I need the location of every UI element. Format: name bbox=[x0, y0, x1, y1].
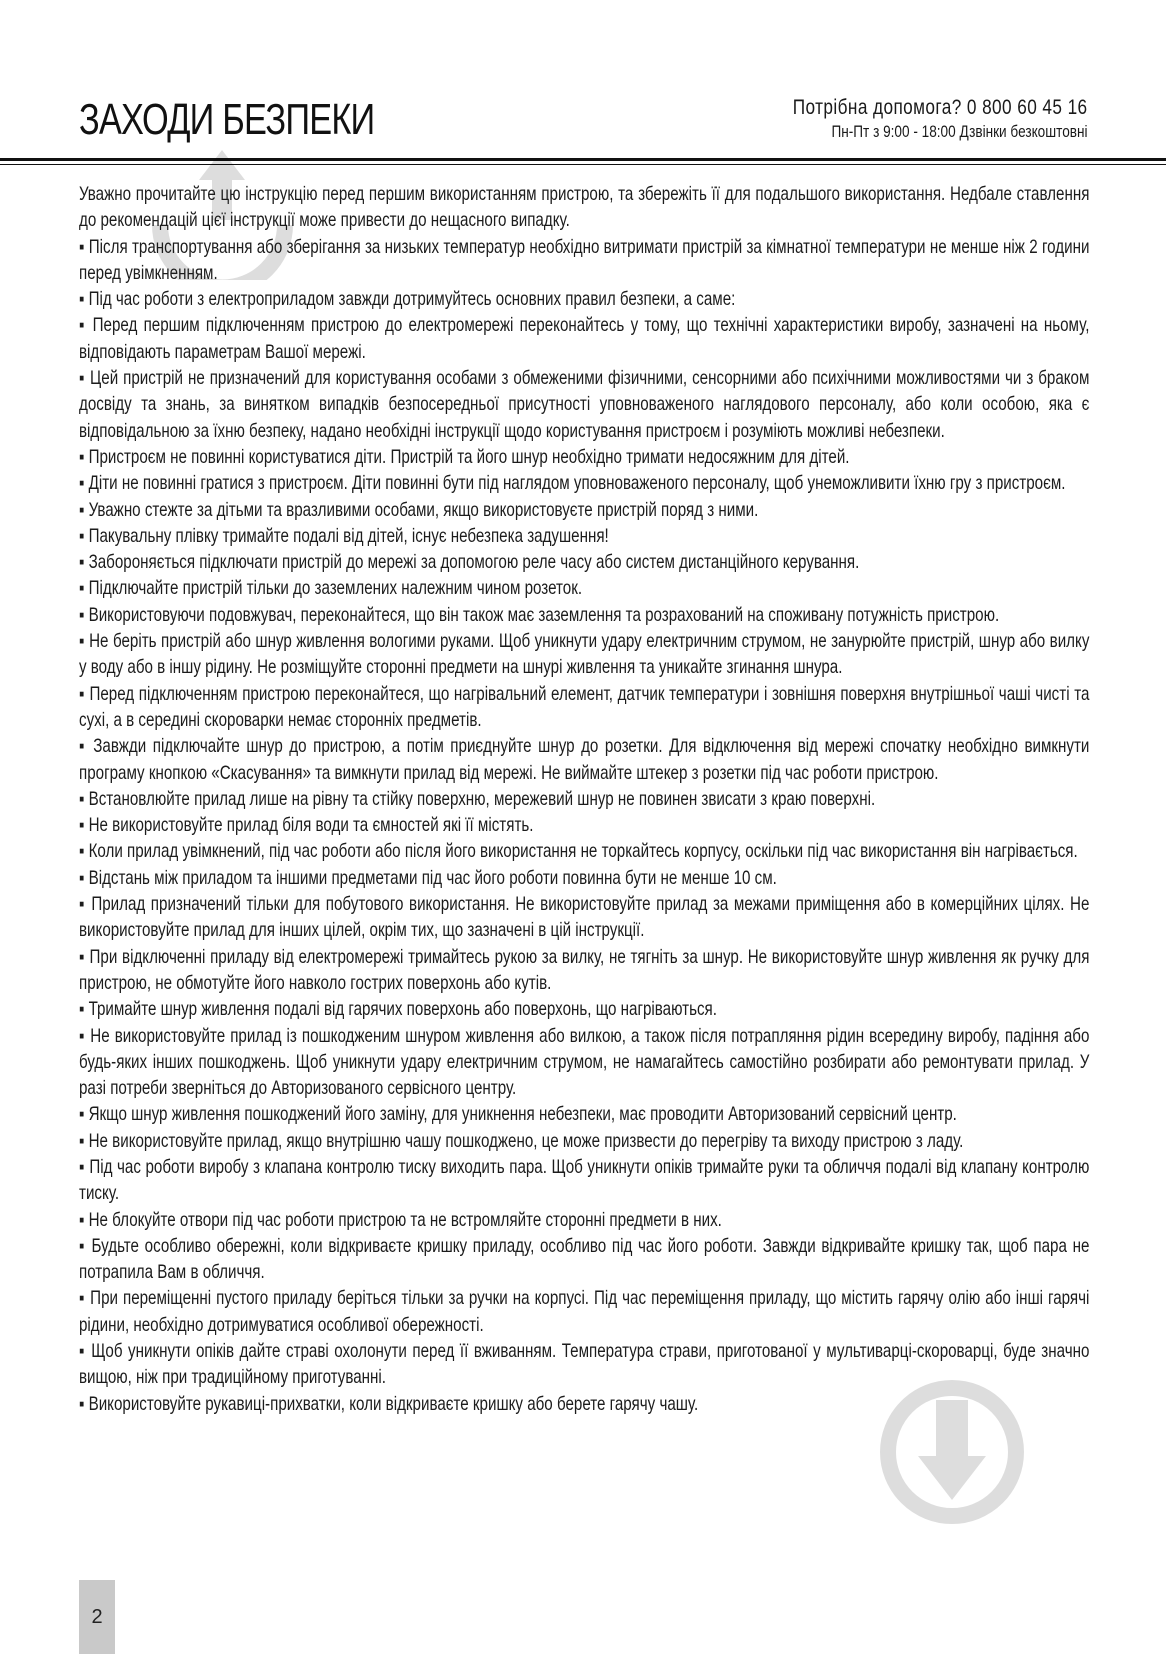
paragraph: ▪ Тримайте шнур живлення подалі від гарячих поверхонь або поверхонь, що нагріваються. bbox=[79, 999, 717, 1021]
page-number: 2 bbox=[79, 1580, 115, 1654]
paragraph: ▪ Встановлюйте прилад лише на рівну та стійку поверхню, мережевий шнур не повинен звисати з краю поверхні. bbox=[79, 788, 876, 810]
paragraph: ▪ Відстань між приладом та іншими предметами під час його роботи повинна бути не менше 10 см. bbox=[79, 867, 777, 889]
paragraph: ▪ Перед підключенням пристрою переконайтеся, що нагрівальний елемент, датчик температури і зовнішня поверхня внутрішньої чаші чисті та сухі, а в середині скороварки немає сторонніх предметів. bbox=[79, 683, 1090, 731]
paragraph: Уважно прочитайте цю інструкцію перед першим використанням пристрою, та збережіть її для подальшого використання. Недбале ставлення до рекомендацій цієї інструкції може привести до нещасного випадку. bbox=[79, 184, 1090, 232]
paragraph: ▪ Уважно стежте за дітьми та вразливими особами, якщо використовуєте пристрій поряд з ними. bbox=[79, 499, 759, 521]
help-block bbox=[728, 96, 1088, 142]
paragraph: ▪ Забороняється підключати пристрій до мережі за допомогою реле часу або систем дистанційного керування. bbox=[79, 552, 860, 574]
paragraph: ▪ Використовуючи подовжувач, переконайтеся, що він також має заземлення та розрахований на споживану потужність пристрою. bbox=[79, 604, 1000, 626]
paragraph: ▪ Завжди підключайте шнур до пристрою, а потім приєднуйте шнур до розетки. Для відключення від мережі спочатку необхідно вимкнути програму кнопкою «Скасування» та вимкнути прилад від мережі. Не виймайте штекер з розетки під час роботи пристрою. bbox=[79, 736, 1090, 784]
paragraph: ▪ Коли прилад увімкнений, під час роботи або після його використання не торкайтесь корпусу, оскільки під час використання він нагрівається. bbox=[79, 841, 1078, 863]
page-title: ЗАХОДИ БЕЗПЕКИ bbox=[79, 95, 375, 144]
paragraph: ▪ Підключайте пристрій тільки до заземлених належним чином розеток. bbox=[79, 578, 583, 600]
paragraph: ▪ Під час роботи виробу з клапана контролю тиску виходить пара. Щоб уникнути опіків тримайте руки та обличчя подалі від клапану контролю тиску. bbox=[79, 1156, 1090, 1205]
paragraph: ▪ Прилад призначений тільки для побутового використання. Не використовуйте прилад за межами приміщення або в комерційних цілях. Не використовуйте прилад для інших цілей, окрім тих, що зазначені в цій інструкції. bbox=[79, 894, 1090, 942]
safety-text bbox=[79, 182, 1089, 1418]
paragraph: ▪ Цей пристрій не призначений для користування особами з обмеженими фізичними, сенсорними або психічними можливостями чи з браком досвіду та знань, за винятком випадків безпосередньої присутності уповноваженого наглядового персоналу, або коли особою, яка є відповідальною за їхню безпеку, надано необхідні інструкції щодо користування пристроєм і розуміють можливі небезпеки. bbox=[79, 368, 1090, 442]
paragraph: ▪ При відключенні приладу від електромережі тримайтесь рукою за вилку, не тягніть за шнур. Не використовуйте шнур живлення як ручку для пристрою, не обмотуйте його навколо гострих поверхонь або кутів. bbox=[79, 946, 1090, 994]
paragraph: ▪ Якщо шнур живлення пошкоджений його заміну, для уникнення небезпеки, має проводити Авторизований сервісний центр. bbox=[79, 1104, 957, 1126]
paragraph: ▪ Використовуйте рукавиці-прихватки, коли відкриваєте кришку або берете гарячу чашу. bbox=[79, 1393, 699, 1415]
paragraph: ▪ Не блокуйте отвори під час роботи пристрою та не встромляйте сторонні предмети в них. bbox=[79, 1209, 722, 1231]
paragraph: ▪ Після транспортування або зберігання за низьких температур необхідно витримати пристрій за кімнатної температури не менше ніж 2 години перед увімкненням. bbox=[79, 236, 1090, 284]
paragraph: ▪ Будьте особливо обережні, коли відкриваєте кришку приладу, особливо під час його роботи. Завжди відкривайте кришку так, щоб пара не потрапила Вам в обличчя. bbox=[79, 1235, 1090, 1284]
help-phone: Потрібна допомога? 0 800 60 45 16 bbox=[793, 96, 1088, 119]
paragraph: ▪ Не використовуйте прилад біля води та ємностей які її містять. bbox=[79, 815, 534, 837]
paragraph: ▪ Не використовуйте прилад із пошкодженим шнуром живлення або вилкою, а також після потрапляння рідин всередину виробу, падіння або будь-яких інших пошкоджень. Щоб уникнути удару електричним струмом, не намагайтесь самостійно розбирати або ремонтувати прилад. У разі потреби зверніться до Авторизованого сервісного центру. bbox=[79, 1025, 1090, 1100]
paragraph: ▪ Перед першим підключенням пристрою до електромережі переконайтесь у тому, що технічні характеристики виробу, зазначені на ньому, відповідають параметрам Вашої мережі. bbox=[79, 315, 1090, 363]
paragraph: ▪ Не беріть пристрій або шнур живлення вологими руками. Щоб уникнути удару електричним струмом, не занурюйте пристрій, шнур або вилку у воду або в іншу рідину. Не розміщуйте сторонні предмети на шнурі живлення та уникайте згинання шнура. bbox=[79, 631, 1090, 679]
paragraph: ▪ Не використовуйте прилад, якщо внутрішню чашу пошкоджено, це може призвести до перегріву та виходу пристрою з ладу. bbox=[79, 1130, 964, 1152]
paragraph: ▪ Щоб уникнути опіків дайте страві охолонути перед її вживанням. Температура страви, приготованої у мультиварці-скороварці, буде значно вищою, ніж при традиційному приготуванні. bbox=[79, 1341, 1090, 1389]
paragraph: ▪ При переміщенні пустого приладу беріться тільки за ручки на корпусі. Під час переміщення приладу, що містить гарячу олію або інші гарячі рідини, необхідно дотримуватися особливої обережності. bbox=[79, 1288, 1090, 1336]
paragraph: ▪ Діти не повинні гратися з пристроєм. Діти повинні бути під наглядом уповноваженого персоналу, щоб унеможливити їхню гру з пристроєм. bbox=[79, 473, 1066, 495]
watermark-icon bbox=[878, 1378, 1026, 1526]
help-hours: Пн-Пт з 9:00 - 18:00 Дзвінки безкоштовні bbox=[831, 122, 1088, 141]
paragraph: ▪ Пристроєм не повинні користуватися діти. Пристрій та його шнур необхідно тримати недосяжним для дітей. bbox=[79, 446, 850, 468]
paragraph: ▪ Під час роботи з електроприладом завжди дотримуйтесь основних правил безпеки, а саме: bbox=[79, 289, 736, 311]
paragraph: ▪ Пакувальну плівку тримайте подалі від дітей, існує небезпека задушення! bbox=[79, 525, 609, 547]
